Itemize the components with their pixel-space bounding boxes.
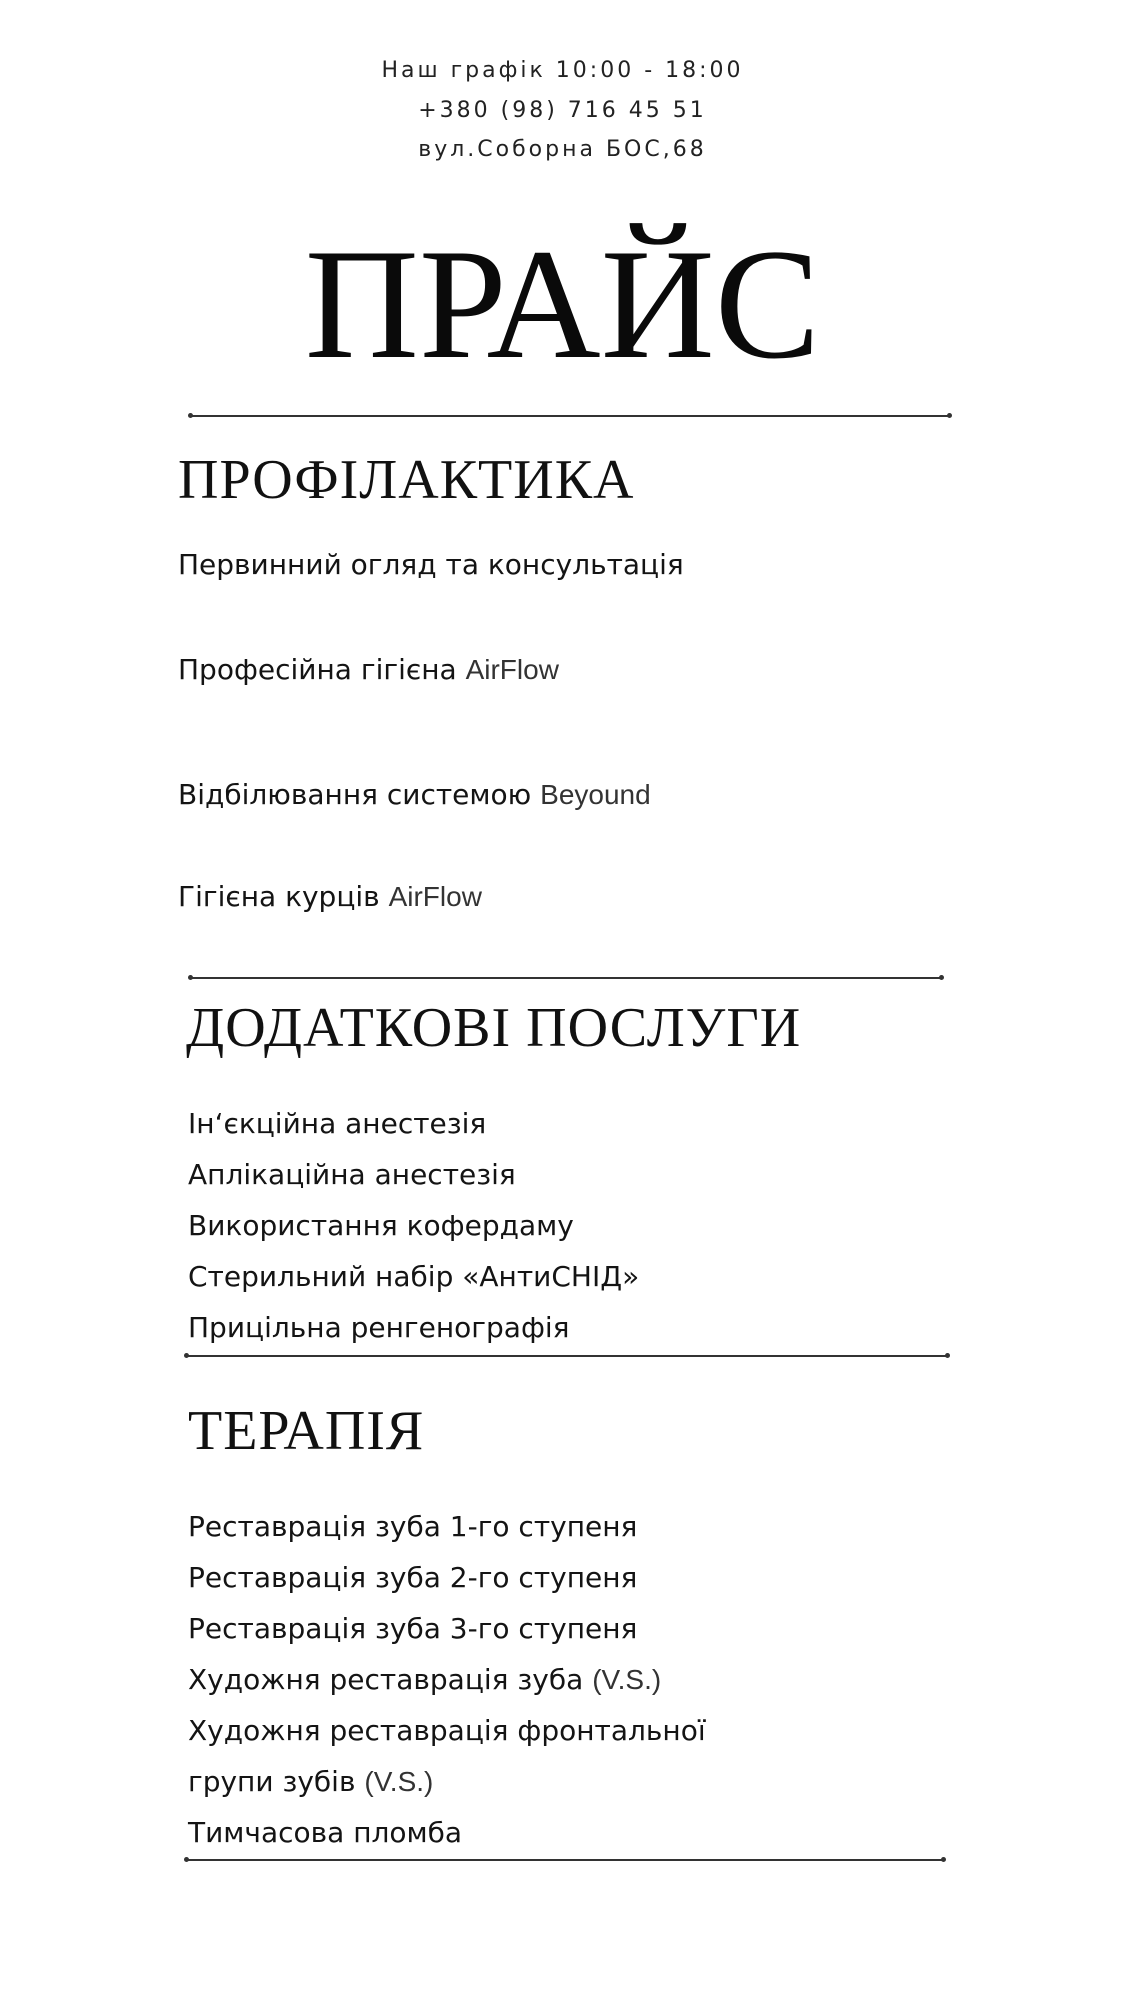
service-name: Ін‘єкційна анестезія — [188, 1107, 487, 1140]
phone-number[interactable]: +380 (98) 716 45 51 — [418, 98, 707, 123]
service-name: Тимчасова пломба — [188, 1816, 463, 1849]
service-name: Гігієна курців AirFlow — [178, 880, 482, 913]
divider-line — [186, 1859, 944, 1861]
divider-line — [190, 977, 942, 979]
address-text: вул.Соборна БОС,68 — [418, 137, 707, 162]
page-title: ПРАЙС — [304, 217, 821, 392]
section-title-therapy: ТЕРАПІЯ — [188, 1400, 425, 1462]
divider-line — [190, 415, 950, 417]
service-name: Стерильний набір «АнтиСНІД» — [188, 1260, 640, 1293]
service-name: Використання кофердаму — [188, 1209, 574, 1242]
service-name: Художня реставрація фронтальної — [188, 1714, 706, 1747]
section-title-additional-services: ДОДАТКОВІ ПОСЛУГИ — [186, 997, 802, 1059]
service-name: Професійна гігієна AirFlow — [178, 653, 559, 686]
service-name: Аплікаційна анестезія — [188, 1158, 516, 1191]
service-name: Реставрація зуба 2-го ступеня — [188, 1561, 638, 1594]
service-name: групи зубів (V.S.) — [188, 1765, 434, 1798]
service-name: Прицільна ренгенографія — [188, 1311, 570, 1344]
schedule-text: Наш графік 10:00 - 18:00 — [381, 58, 744, 83]
service-name: Художня реставрація зуба (V.S.) — [188, 1663, 662, 1696]
service-name: Реставрація зуба 1-го ступеня — [188, 1510, 638, 1543]
service-name: Первинний огляд та консультація — [178, 548, 684, 581]
service-name: Відбілювання системою Beyound — [178, 778, 651, 811]
service-name: Реставрація зуба 3-го ступеня — [188, 1612, 638, 1645]
divider-line — [186, 1355, 948, 1357]
section-title-prophylaxis: ПРОФІЛАКТИКА — [178, 449, 635, 511]
